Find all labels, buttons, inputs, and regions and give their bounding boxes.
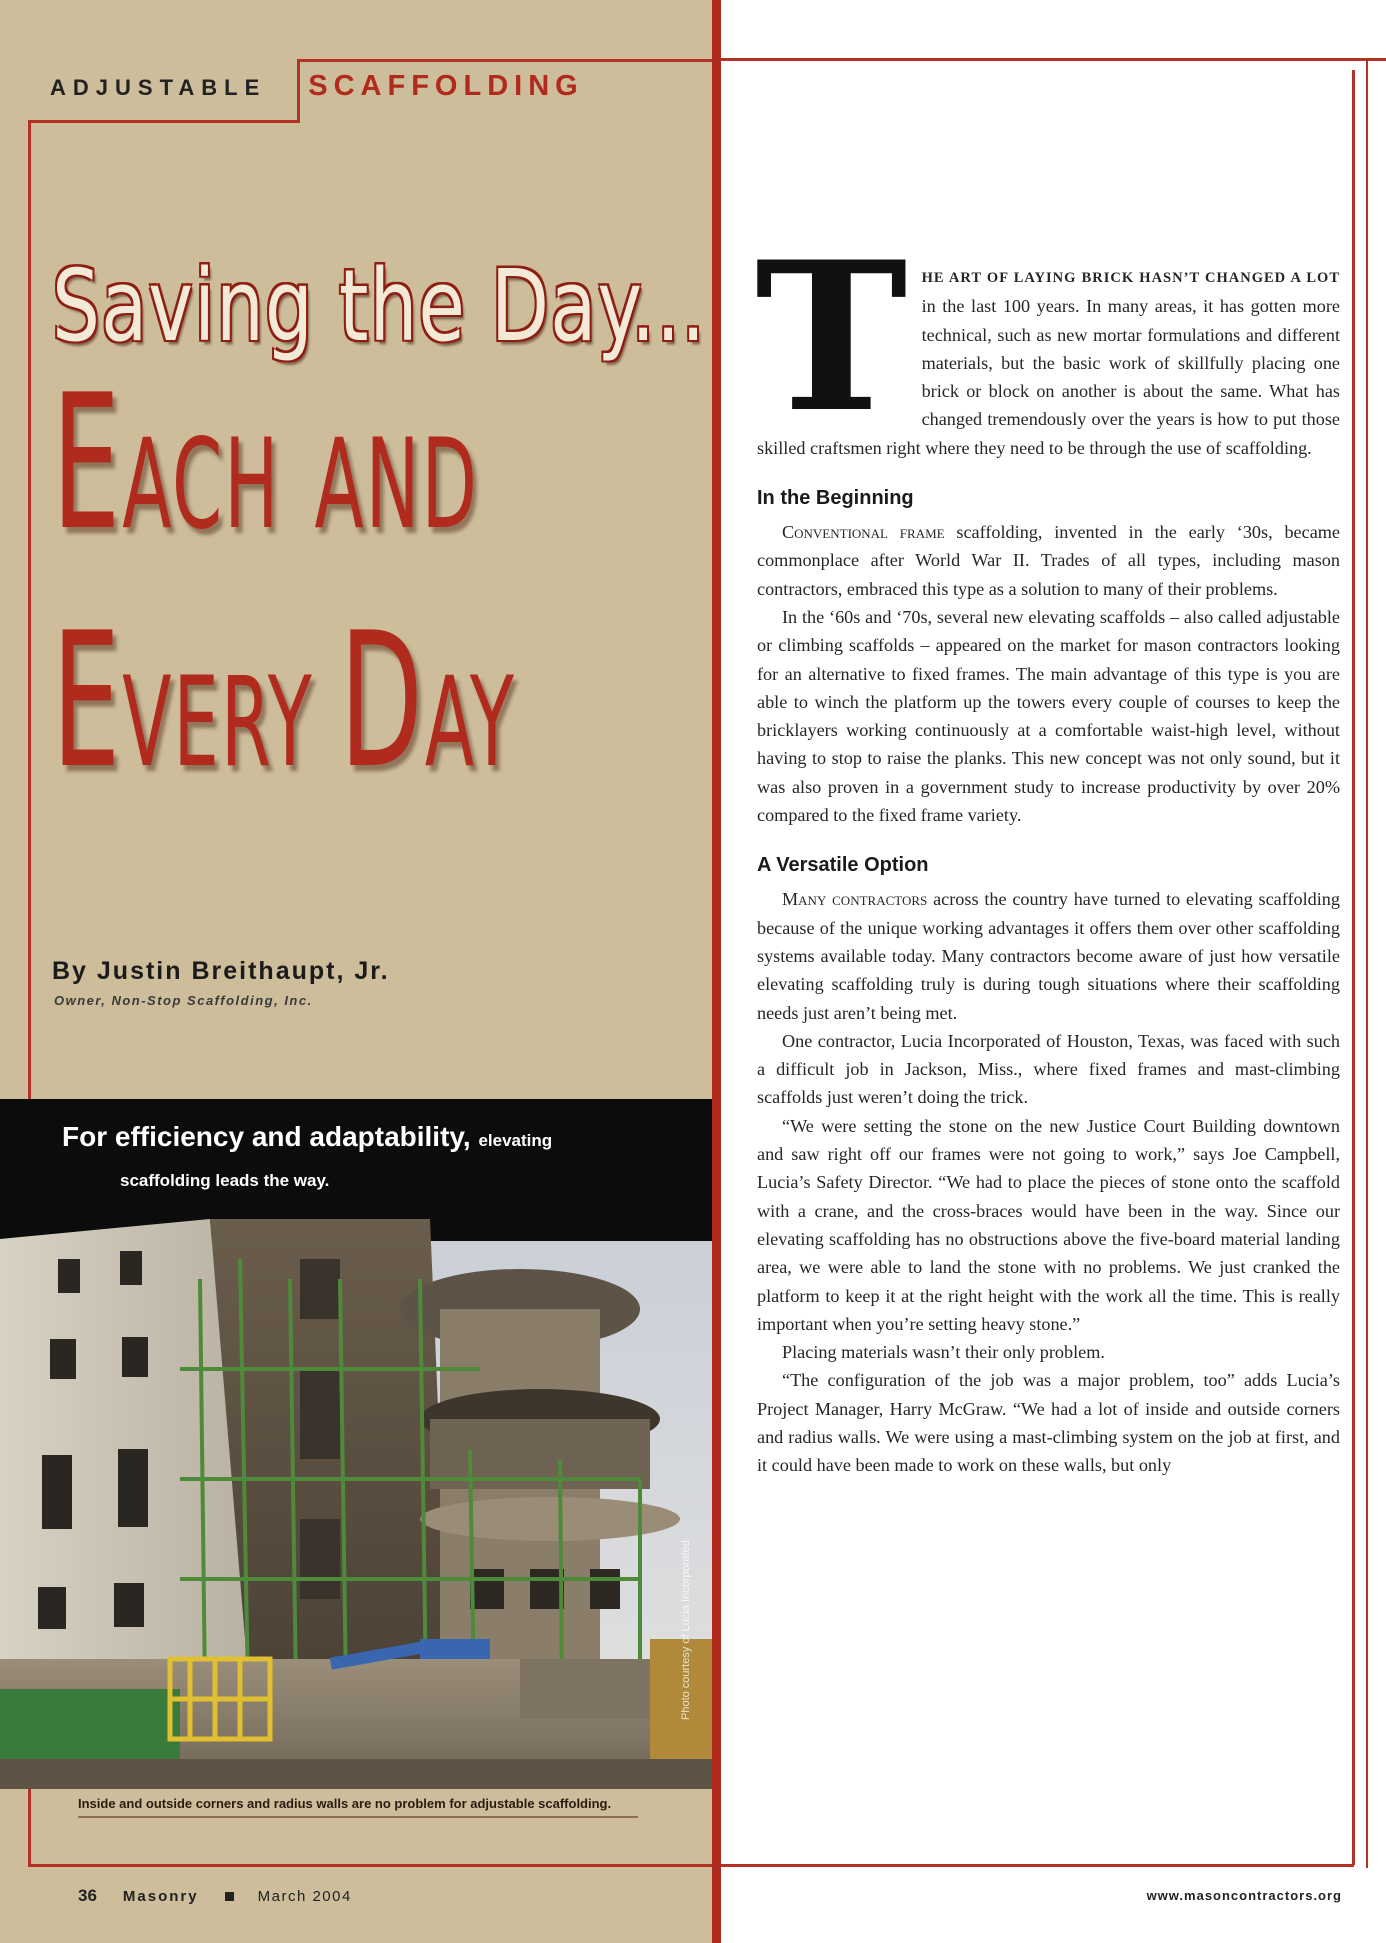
paragraph-3: In the ‘60s and ‘70s, several new elevating scaffolds – also called adjustable or climbing scaffolds – appeared on the market for mason contractors looking for an alternative to fixed frames. The main advantage of this type is you are able to winch the platform up the towers every couple of courses to keep the bricklayers working continuously at a comfortable waist-high level, without having to stop to raise the planks. This new concept was not only sound, but it was also proven in a government study to increase productivity by over 20% compared to the fixed frame variety. xyxy=(757,606,1340,826)
headline-line-3 xyxy=(52,594,516,810)
rule-bottom-right xyxy=(721,1864,1354,1867)
construction-photo xyxy=(0,1219,712,1789)
paragraph-4 xyxy=(757,885,1340,1026)
paragraph-2 xyxy=(757,518,1340,603)
byline-author: By Justin Breithaupt, Jr. xyxy=(52,957,390,985)
rule-tab-bottom xyxy=(28,120,300,123)
deck-banner xyxy=(0,1099,712,1219)
headline-line-2 xyxy=(52,356,479,572)
construction-photo-image xyxy=(0,1219,712,1789)
subhead-2: A Versatile Option xyxy=(757,854,929,877)
paragraph-1-text: in the last 100 years. In many areas, it has gotten more technical, such as new mortar formulations and different materials, but the basic work of skillfully placing one brick or block on another is about the same. What has changed tremendously over the years is how to put those skilled craftsmen right where they need to be through the use of scaffolding. xyxy=(757,296,1340,458)
deck-line-2: scaffolding leads the way. xyxy=(120,1171,330,1190)
paragraph-2-text: scaffolding, invented in the early ‘30s, became commonplace after World War II. Trades of all types, including mason contractors, embraced this type as a solution to many of their problems. xyxy=(757,522,1340,599)
headline-and: AND xyxy=(314,412,479,557)
paragraph-2-caps: Conventional frame xyxy=(782,522,945,543)
page-number: 36 xyxy=(78,1886,97,1905)
byline-title: Owner, Non-Stop Scaffolding, Inc. xyxy=(54,993,313,1008)
headline-day-rest: AY xyxy=(424,650,516,795)
rule-right-vertical xyxy=(1352,70,1355,1865)
headline-every-initial: E xyxy=(52,594,123,810)
deck-line-1 xyxy=(62,1121,552,1153)
center-divider xyxy=(712,0,721,1943)
headline-line-1: Saving the Day... xyxy=(52,247,707,364)
photo-credit: Photo courtesy of Lucia Incorporated xyxy=(680,1540,692,1720)
headline-each-initial: E xyxy=(52,356,123,572)
section-word-2: SCAFFOLDING xyxy=(308,70,584,102)
headline-day-initial: D xyxy=(339,594,425,810)
rule-right-vertical-outer xyxy=(1366,58,1368,1868)
drop-cap: T xyxy=(755,218,908,458)
footer-square-icon xyxy=(225,1892,234,1901)
rule-top-left xyxy=(300,59,712,62)
article-body xyxy=(755,218,1340,1480)
section-tab xyxy=(50,70,584,103)
footer-url: www.masoncontractors.org xyxy=(1146,1888,1342,1903)
paragraph-4-caps: Many contractors xyxy=(782,889,928,910)
photo-caption: Inside and outside corners and radius walls are no problem for adjustable scaffolding. xyxy=(78,1796,612,1811)
subhead-1: In the Beginning xyxy=(757,487,914,510)
caption-rule xyxy=(78,1816,638,1818)
footer-left xyxy=(78,1886,352,1906)
headline-each-rest: ACH xyxy=(122,412,281,557)
paragraph-8: “The configuration of the job was a major problem, too” adds Lucia’s Project Manager, Harry McGraw. “We had a lot of inside and outside corners and radius walls. We were using a mast-climbing system on the job at first, and it could have been made to work on these walls, but only xyxy=(757,1370,1340,1476)
headline-every-rest: VERY xyxy=(122,650,314,795)
deck-bold: For efficiency and adaptability, xyxy=(62,1121,471,1152)
issue-date: March 2004 xyxy=(257,1887,352,1905)
magazine-name: Masonry xyxy=(122,1887,199,1905)
paragraph-7: Placing materials wasn’t their only problem. xyxy=(782,1342,1105,1363)
deck-small: elevating xyxy=(478,1131,553,1150)
section-word-1: ADJUSTABLE xyxy=(50,75,267,100)
paragraph-4-text: across the country have turned to elevating scaffolding because of the unique working advantages it offers them over other scaffolding systems available today. Many contractors become aware of just how versatile elevating scaffolding truly is during tough situations where their scaffolding needs just aren’t being met. xyxy=(757,889,1340,1023)
paragraph-5: One contractor, Lucia Incorporated of Houston, Texas, was faced with such a difficult job in Jackson, Miss., where fixed frames and mast-climbing scaffolds just weren’t doing the trick. xyxy=(757,1030,1340,1108)
rule-bottom-left xyxy=(28,1864,712,1867)
rule-right-top xyxy=(720,58,1386,61)
lead-in-caps: HE ART OF LAYING BRICK HASN’T CHANGED A LOT xyxy=(921,270,1340,286)
paragraph-6: “We were setting the stone on the new Justice Court Building downtown and saw right off our frames were not going to work,” says Joe Campbell, Lucia’s Safety Director. “We had to place the pieces of stone onto the scaffold with a crane, and the cross-braces would have been in the way. Since our elevating scaffolding has no obstructions above the five-board material landing area, we were able to land the stone with no problems. We just cranked the platform to keep it at the right height with the work all the time. This is really important when you’re setting heavy stone.” xyxy=(757,1115,1340,1334)
